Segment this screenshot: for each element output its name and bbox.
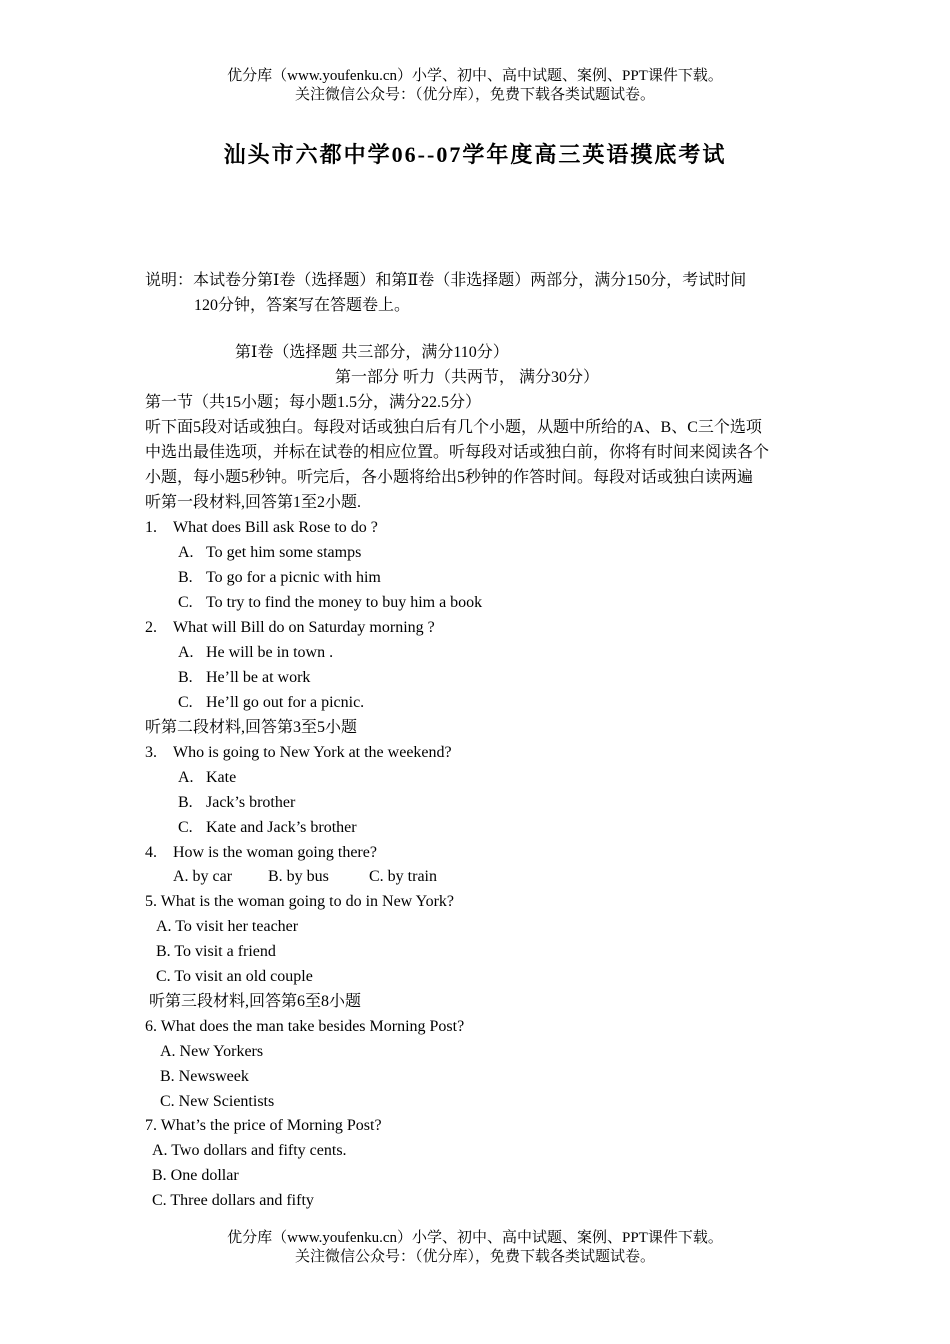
question-text: What will Bill do on Saturday morning ?: [173, 619, 435, 636]
option-text: He’ll be at work: [206, 669, 311, 686]
option-text: C. New Scientists: [160, 1093, 275, 1110]
directions-line: 小题，每小题5秒钟。听完后，各小题将给出5秒钟的作答时间。每段对话或独白读两遍: [145, 469, 754, 486]
question-text: What does Bill ask Rose to do ?: [173, 519, 378, 536]
question-text: 6. What does the man take besides Morning Post?: [145, 1018, 465, 1035]
listen-instruction-1: 听第一段材料,回答第1至2小题.: [145, 494, 362, 511]
volume-heading: 第Ⅰ卷（选择题 共三部分，满分110分）: [235, 344, 509, 361]
option-text: A. by car: [173, 868, 233, 885]
option-label: B.: [178, 794, 193, 811]
page-title: 汕头市六都中学06--07学年度高三英语摸底考试: [223, 142, 727, 167]
option-text: A. To visit her teacher: [156, 918, 299, 935]
option-text: B. by bus: [268, 868, 329, 885]
option-text: Jack’s brother: [206, 794, 296, 811]
option-label: A.: [178, 769, 194, 786]
directions-line: 听下面5段对话或独白。每段对话或独白后有几个小题，从题中所给的A、B、C三个选项: [145, 419, 762, 436]
option-text: B. To visit a friend: [156, 943, 276, 960]
question-number: 3.: [145, 744, 157, 761]
option-label: B.: [178, 669, 193, 686]
option-text: To try to find the money to buy him a book: [206, 594, 483, 611]
part-heading: 第一部分 听力（共两节， 满分30分）: [335, 369, 600, 386]
question-number: 4.: [145, 844, 157, 861]
section-heading: 第一节（共15小题；每小题1.5分，满分22.5分）: [145, 394, 482, 411]
question-number: 1.: [145, 519, 157, 536]
option-text: He’ll go out for a picnic.: [206, 694, 365, 711]
question-text: 5. What is the woman going to do in New York?: [145, 893, 455, 910]
instructions-line-1: 说明：本试卷分第Ⅰ卷（选择题）和第Ⅱ卷（非选择题）两部分，满分150分，考试时间: [145, 272, 747, 289]
header-line-1: 优分库（www.youfenku.cn）小学、初中、高中试题、案例、PPT课件下载。: [227, 68, 723, 84]
option-label: B.: [178, 569, 193, 586]
question-text: 7. What’s the price of Morning Post?: [145, 1117, 382, 1134]
option-label: A.: [178, 644, 194, 661]
option-text: C. To visit an old couple: [156, 968, 313, 985]
question-text: How is the woman going there?: [173, 844, 377, 861]
option-label: C.: [178, 594, 193, 611]
header-line-2: 关注微信公众号：（优分库），免费下载各类试题试卷。: [294, 87, 655, 103]
listen-instruction-2: 听第二段材料,回答第3至5小题: [145, 719, 358, 736]
option-text: Kate and Jack’s brother: [206, 819, 357, 836]
option-text: A. Two dollars and fifty cents.: [152, 1142, 347, 1159]
question-number: 2.: [145, 619, 157, 636]
option-text: To go for a picnic with him: [206, 569, 381, 586]
option-text: Kate: [206, 769, 237, 786]
footer-line-2: 关注微信公众号：（优分库），免费下载各类试题试卷。: [294, 1249, 655, 1265]
option-text: C. Three dollars and fifty: [152, 1192, 314, 1209]
option-text: B. Newsweek: [160, 1068, 249, 1085]
footer-line-1: 优分库（www.youfenku.cn）小学、初中、高中试题、案例、PPT课件下载。: [227, 1230, 723, 1246]
directions-line: 中选出最佳选项，并标在试卷的相应位置。听每段对话或独白前，你将有时间来阅读各个: [145, 444, 770, 461]
option-label: A.: [178, 544, 194, 561]
option-text: To get him some stamps: [206, 544, 362, 561]
option-text: A. New Yorkers: [160, 1043, 264, 1060]
option-text: C. by train: [369, 868, 437, 885]
listen-instruction-3: 听第三段材料,回答第6至8小题: [149, 993, 362, 1010]
option-label: C.: [178, 694, 193, 711]
option-label: C.: [178, 819, 193, 836]
option-text: B. One dollar: [152, 1167, 239, 1184]
option-text: He will be in town .: [206, 644, 334, 661]
question-text: Who is going to New York at the weekend?: [173, 744, 452, 761]
instructions-line-2: 120分钟，答案写在答题卷上。: [194, 297, 411, 314]
